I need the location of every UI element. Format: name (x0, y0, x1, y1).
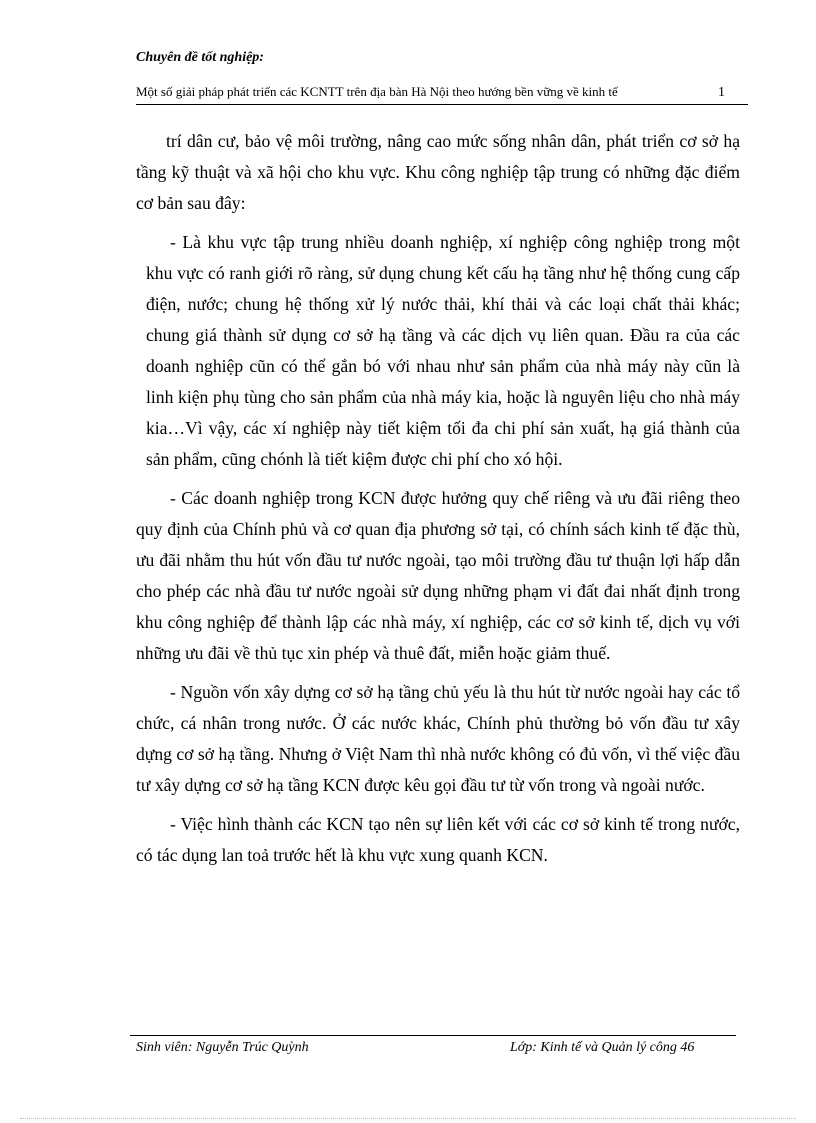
paragraph-intro: trí dân cư, bảo vệ môi trường, nâng cao mức sống nhân dân, phát triển cơ sở hạ tầng kỹ thuật và xã hội cho khu vực. Khu công nghiệp tập trung có những đặc điểm cơ bản sau đây: (136, 131, 740, 213)
footer-student: Sinh viên: Nguyễn Trúc Quỳnh (136, 1040, 309, 1055)
header-rule (136, 104, 748, 105)
paragraph-bullet-4: - Việc hình thành các KCN tạo nên sự liên kết với các cơ sở kinh tế trong nước, có tác dụng lan toả trước hết là khu vực xung quanh KCN. (136, 814, 740, 865)
page-number: 1 (718, 85, 725, 100)
paragraph-bullet-1: - Là khu vực tập trung nhiều doanh nghiệp, xí nghiệp công nghiệp trong một khu vực có ranh giới rõ ràng, sử dụng chung kết cấu hạ tầng như hệ thống cung cấp điện, nước; chung hệ thống xử lý nước thải, khí thải và các loại chất thải khác; chung giá thành sử dụng cơ sở hạ tầng và các dịch vụ liên quan. Đầu ra của các doanh nghiệp cũn có thể gắn bó với nhau như sản phẩm của nhà máy này cũn là linh kiện phụ tùng cho sản phẩm của nhà máy kia, hoặc là nguyên liệu cho nhà máy kia…Vì vậy, các xí nghiệp này tiết kiệm tối đa chi phí sản xuất, hạ giá thành của sản phẩm, cũng chónh là tiết kiệm được chi phí cho xó hội. (146, 232, 740, 469)
footer-rule (130, 1035, 736, 1036)
paragraph-bullet-2: - Các doanh nghiệp trong KCN được hưởng quy chế riêng và ưu đãi riêng theo quy định của Chính phủ và cơ quan địa phương sở tại, có chính sách kinh tế đặc thù, ưu đãi nhằm thu hút vốn đầu tư nước ngoài, tạo môi trường đầu tư thuận lợi hấp dẫn cho phép các nhà đầu tư nước ngoài sử dụng những phạm vi đất đai nhất định trong khu công nghiệp để thành lập các nhà máy, xí nghiệp, các cơ sở kinh tế, dịch vụ với những ưu đãi về thủ tục xin phép và thuê đất, miễn hoặc giảm thuế. (136, 488, 740, 663)
header-subtitle: Một số giải pháp phát triển các KCNTT trên địa bàn Hà Nội theo hướng bền vững về kinh tế (136, 84, 618, 99)
header-title: Chuyên đề tốt nghiệp: (136, 50, 264, 65)
paragraph-bullet-3: - Nguồn vốn xây dựng cơ sở hạ tầng chủ yếu là thu hút từ nước ngoài hay các tổ chức, cá nhân trong nước. Ở các nước khác, Chính phủ thường bỏ vốn đầu tư xây dựng cơ sở hạ tầng. Nhưng ở Việt Nam thì nhà nước không có đủ vốn, vì thế việc đầu tư xây dựng cơ sở hạ tầng KCN được kêu gọi đầu tư từ vốn trong và ngoài nước. (136, 682, 740, 795)
body-text (136, 126, 740, 879)
page-edge (20, 1118, 796, 1119)
footer-class: Lớp: Kinh tế và Quản lý công 46 (510, 1040, 695, 1055)
